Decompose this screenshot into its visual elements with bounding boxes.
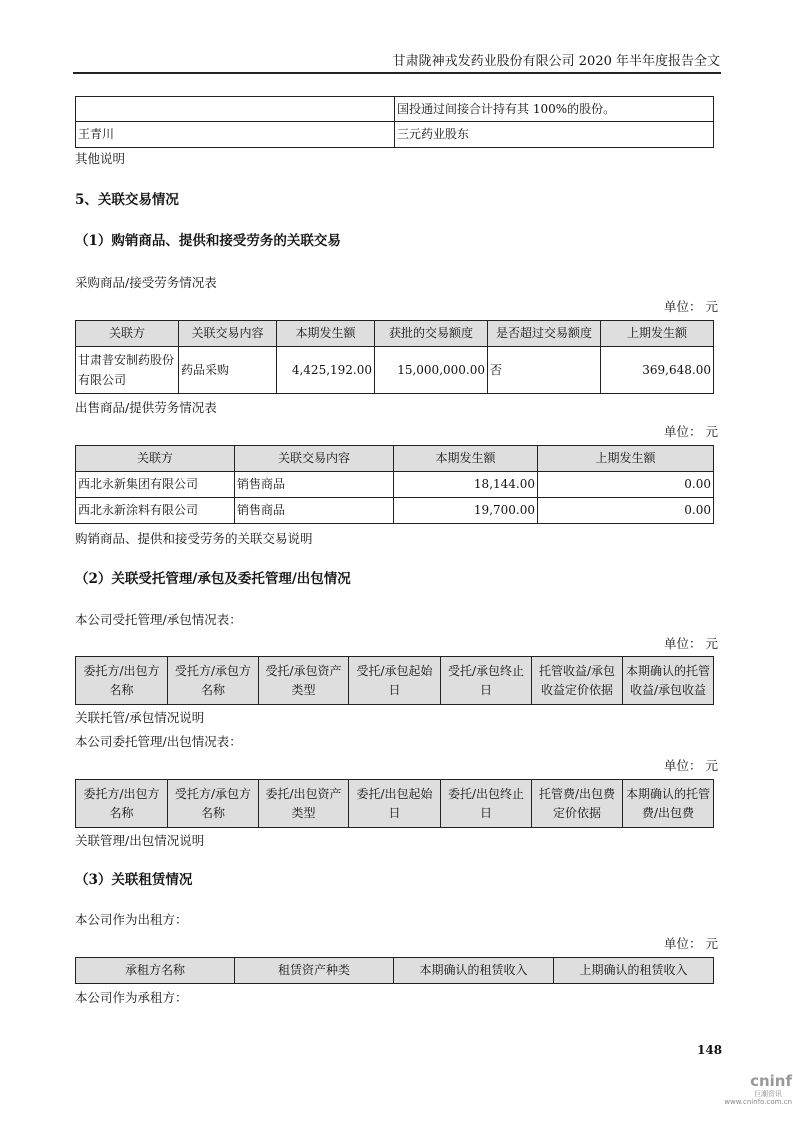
- purchase-table: [75, 320, 714, 394]
- header-cell: 是否超过交易额度: [488, 321, 601, 347]
- note: 关联管理/出包情况说明: [75, 833, 205, 848]
- entrusted-table: [75, 656, 714, 705]
- table-caption: 采购商品/接受劳务情况表: [75, 275, 217, 290]
- related-party-table: [75, 96, 714, 148]
- header-cell: 委托方/出包方名称: [76, 657, 168, 705]
- header-cell: 本期发生额: [394, 446, 538, 472]
- table-caption: 本公司受托管理/承包情况表：: [75, 612, 242, 627]
- cell: 西北永新涂料有限公司: [76, 498, 235, 524]
- lessor-table: [75, 957, 714, 984]
- sales-table: [75, 445, 714, 524]
- logo-subtext: 巨潮资讯: [754, 1090, 782, 1098]
- cell: 4,425,192.00: [277, 347, 375, 394]
- cell: 三元药业股东: [395, 122, 714, 148]
- header-cell: 上期发生额: [538, 446, 714, 472]
- entrusting-table: [75, 779, 714, 828]
- header-cell: 受托方/承包方名称: [168, 780, 259, 828]
- note: 关联托管/承包情况说明: [75, 710, 205, 725]
- cell: 西北永新集团有限公司: [76, 472, 235, 498]
- header-cell: 关联方: [76, 321, 179, 347]
- header-cell: 受托/承包资产类型: [259, 657, 349, 705]
- cell: 销售商品: [235, 498, 394, 524]
- header-cell: 租赁资产种类: [235, 958, 394, 984]
- header-cell: 委托/出包资产类型: [259, 780, 349, 828]
- header-cell: 关联交易内容: [235, 446, 394, 472]
- header-cell: 上期发生额: [601, 321, 714, 347]
- cell: 药品采购: [179, 347, 277, 394]
- cell: 否: [488, 347, 601, 394]
- header-cell: 关联交易内容: [179, 321, 277, 347]
- header-cell: 本期确认的租赁收入: [394, 958, 554, 984]
- unit-label: 单位： 元: [664, 758, 718, 773]
- logo-text: cninf: [750, 1072, 792, 1090]
- section-heading: 5、关联交易情况: [75, 192, 179, 208]
- header-cell: 委托方/出包方名称: [76, 780, 168, 828]
- header-cell: 受托/承包起始日: [349, 657, 441, 705]
- header-cell: 上期确认的租赁收入: [554, 958, 714, 984]
- unit-label: 单位： 元: [664, 299, 718, 314]
- cell: 王青川: [76, 122, 395, 148]
- header-cell: 受托/承包终止日: [441, 657, 532, 705]
- table-caption: 本公司作为出租方：: [75, 912, 188, 927]
- other-note: 其他说明: [75, 151, 126, 166]
- header-cell: 本期确认的托管费/出包费: [623, 780, 714, 828]
- header-cell: 委托/出包终止日: [441, 780, 532, 828]
- header-cell: 本期确认的托管收益/承包收益: [623, 657, 714, 705]
- page-header-title: 甘肃陇神戎发药业股份有限公司 2020 年半年度报告全文: [392, 54, 720, 69]
- header-rule: [73, 72, 721, 74]
- subsection-heading: （2）关联受托管理/承包及委托管理/出包情况: [75, 571, 351, 587]
- cell: 国投通过间接合计持有其 100%的股份。: [395, 97, 714, 122]
- subsection-heading: （3）关联租赁情况: [75, 872, 193, 888]
- header-cell: 委托/出包起始日: [349, 780, 441, 828]
- cell: 甘肃普安制药股份有限公司: [76, 347, 179, 394]
- header-cell: 托管收益/承包收益定价依据: [532, 657, 623, 705]
- header-cell: 本期发生额: [277, 321, 375, 347]
- header-cell: 关联方: [76, 446, 235, 472]
- table-caption: 出售商品/提供劳务情况表: [75, 400, 217, 415]
- cell: 15,000,000.00: [375, 347, 488, 394]
- subsection-heading: （1）购销商品、提供和接受劳务的关联交易: [75, 233, 341, 249]
- header-cell: 托管费/出包费定价依据: [532, 780, 623, 828]
- cninfo-logo: [722, 1074, 792, 1106]
- note: 购销商品、提供和接受劳务的关联交易说明: [75, 531, 313, 546]
- page-number: 148: [697, 1043, 723, 1057]
- cell: [76, 97, 395, 122]
- unit-label: 单位： 元: [664, 424, 718, 439]
- unit-label: 单位： 元: [664, 936, 718, 951]
- cell: 0.00: [538, 472, 714, 498]
- table-caption: 本公司作为承租方：: [75, 990, 188, 1005]
- header-cell: 受托方/承包方名称: [168, 657, 259, 705]
- cell: 18,144.00: [394, 472, 538, 498]
- cell: 销售商品: [235, 472, 394, 498]
- unit-label: 单位： 元: [664, 636, 718, 651]
- cell: 369,648.00: [601, 347, 714, 394]
- cell: 0.00: [538, 498, 714, 524]
- header-cell: 获批的交易额度: [375, 321, 488, 347]
- logo-url: www.cninfo.com.cn: [724, 1098, 792, 1106]
- table-caption: 本公司委托管理/出包情况表：: [75, 734, 242, 749]
- cell: 19,700.00: [394, 498, 538, 524]
- header-cell: 承租方名称: [76, 958, 235, 984]
